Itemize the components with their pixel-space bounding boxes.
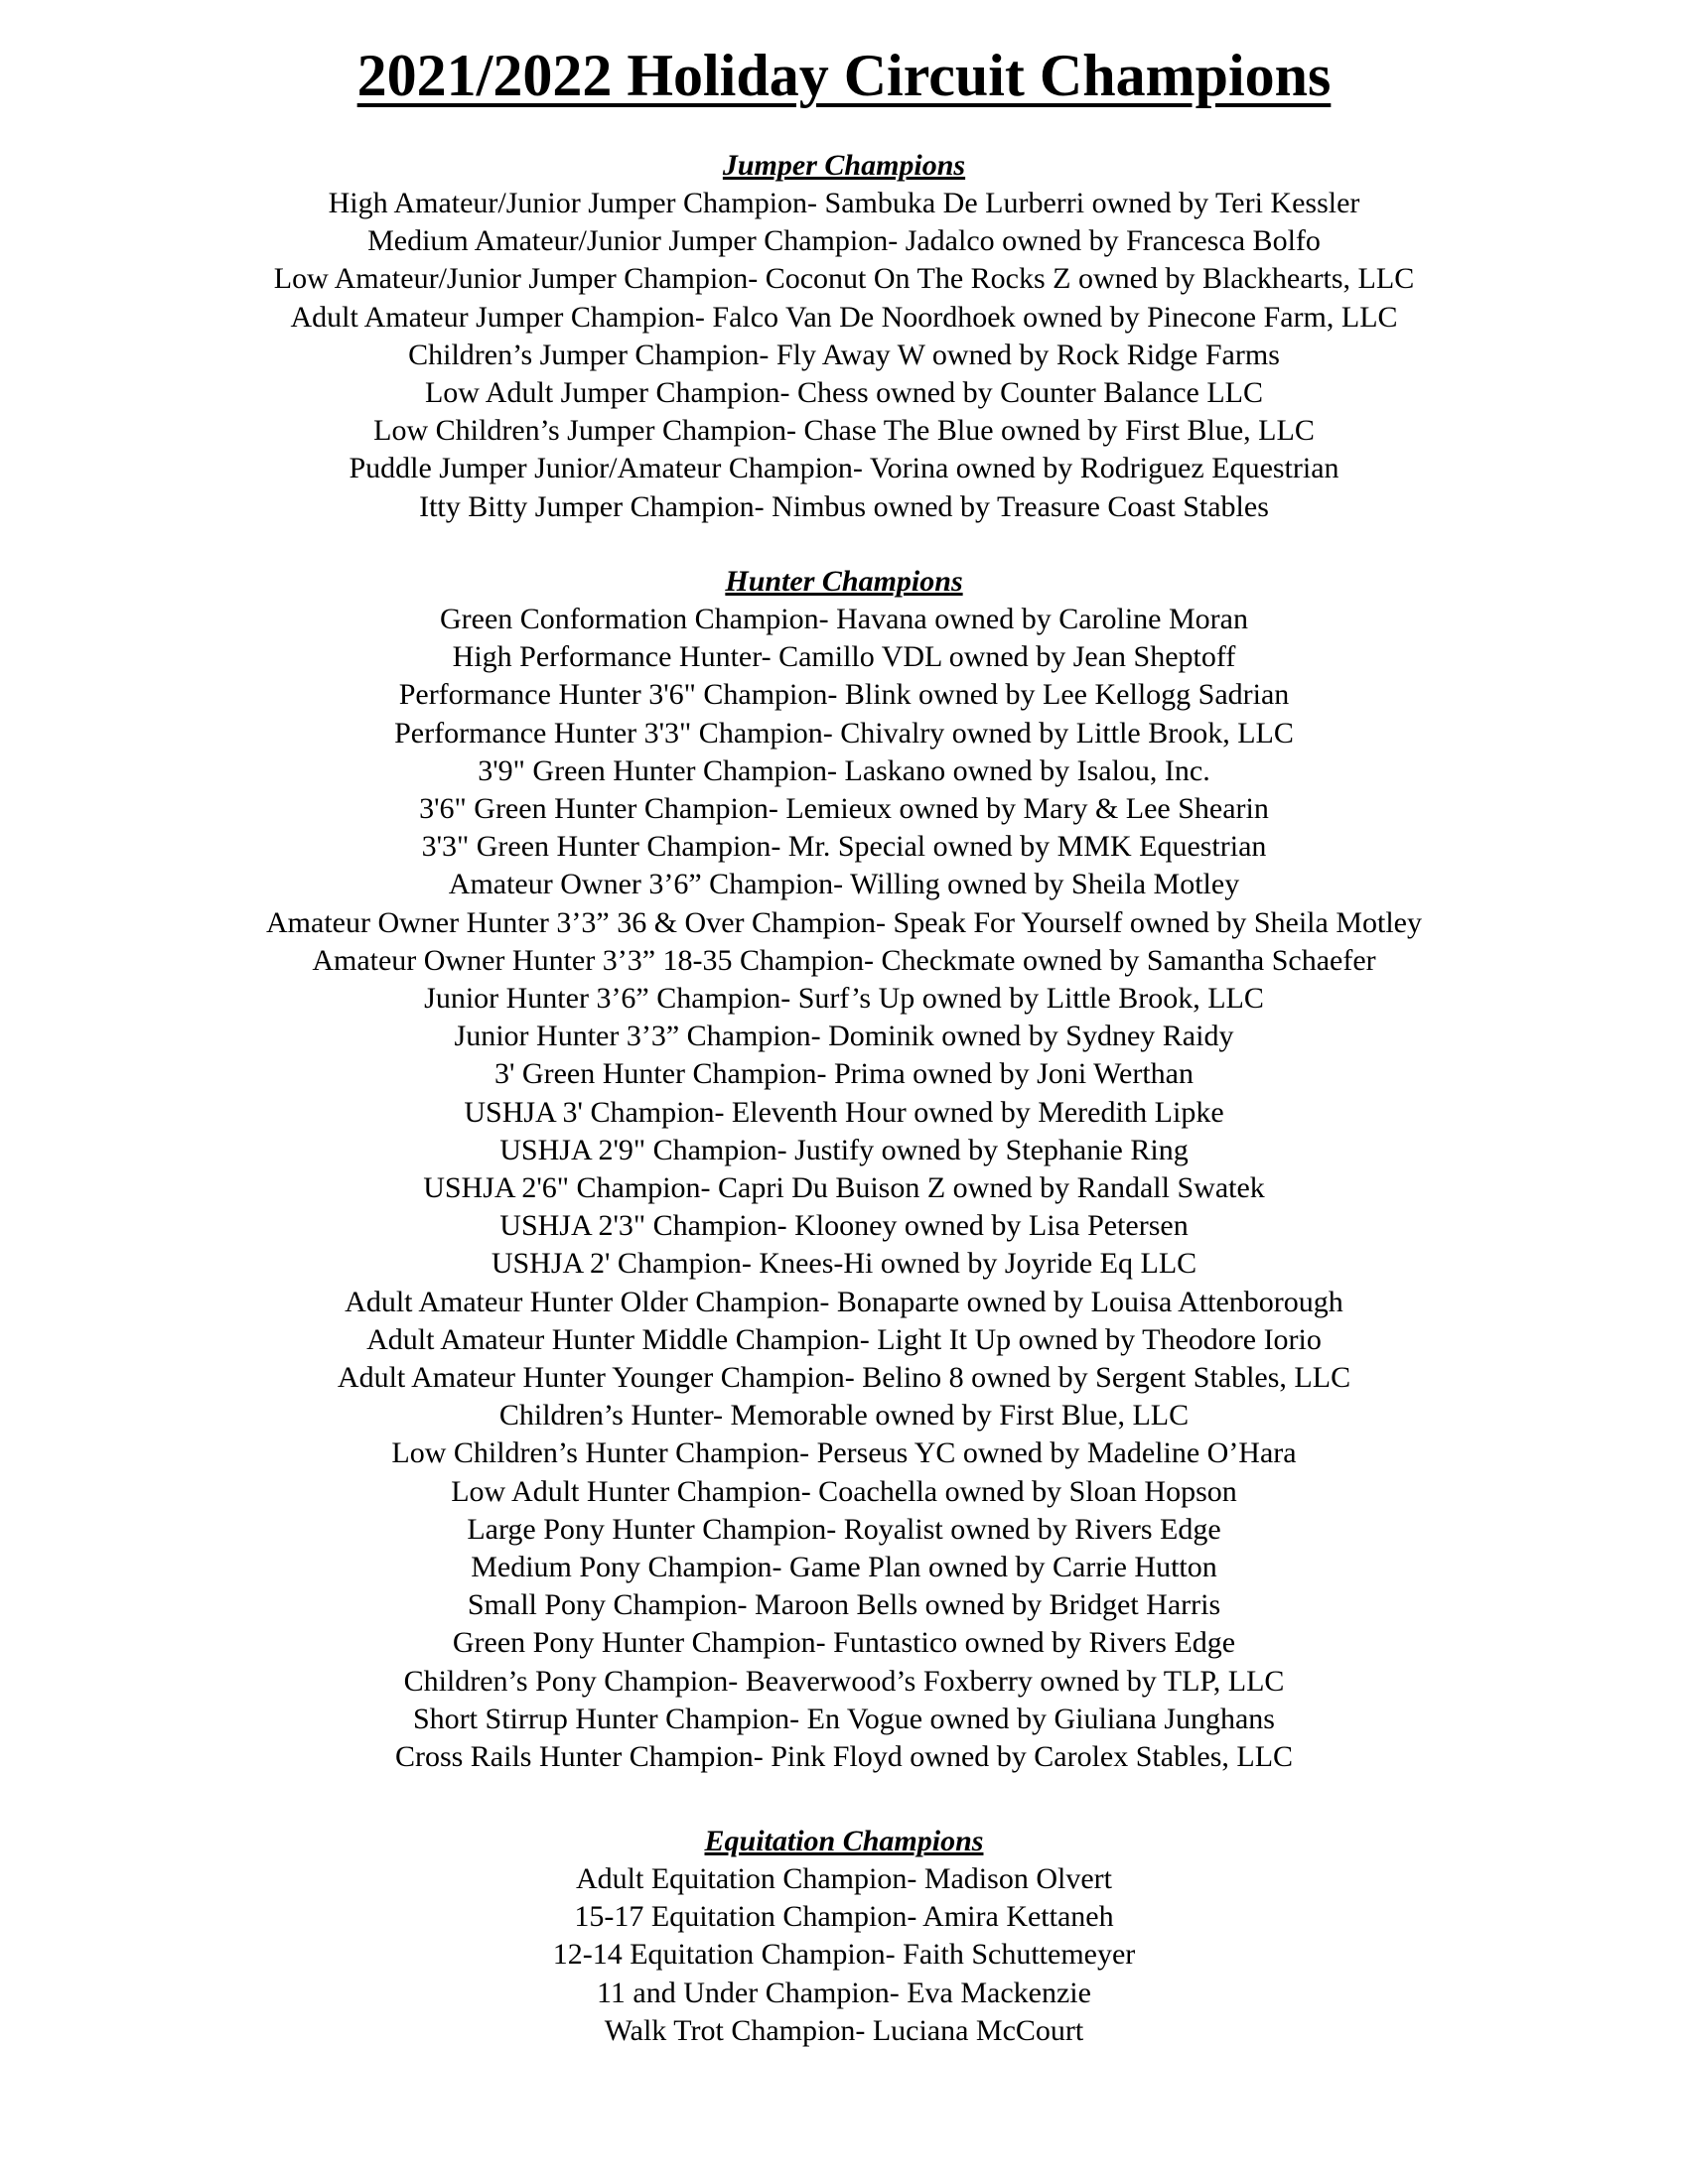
- hunter-champion-entry: Children’s Hunter- Memorable owned by First Blue, LLC: [498, 1399, 1190, 1433]
- hunter-champion-entry: Amateur Owner 3’6” Champion- Willing owned by Sheila Motley: [448, 868, 1240, 901]
- hunter-champion-entry: Children’s Pony Champion- Beaverwood’s Foxberry owned by TLP, LLC: [403, 1664, 1285, 1698]
- equitation-champions-list: [0, 1860, 1688, 2050]
- hunter-champion-entry: USHJA 3' Champion- Eleventh Hour owned by Meredith Lipke: [464, 1095, 1224, 1129]
- jumper-champion-entry: High Amateur/Junior Jumper Champion- Sambuka De Lurberri owned by Teri Kessler: [328, 187, 1360, 219]
- hunter-champion-entry: High Performance Hunter- Camillo VDL owned by Jean Sheptoff: [452, 640, 1236, 674]
- hunter-champion-entry: Large Pony Hunter Champion- Royalist owned by Rivers Edge: [467, 1512, 1221, 1546]
- hunter-champion-entry: USHJA 2'6" Champion- Capri Du Buison Z owned by Randall Swatek: [423, 1171, 1265, 1205]
- jumper-champion-entry: Adult Amateur Jumper Champion- Falco Van De Noordhoek owned by Pinecone Farm, LLC: [290, 300, 1398, 334]
- jumper-champions-section: [0, 147, 1688, 526]
- hunter-champion-entry: Junior Hunter 3’6” Champion- Surf’s Up owned by Little Brook, LLC: [424, 982, 1264, 1016]
- jumper-champion-entry: Children’s Jumper Champion- Fly Away W owned by Rock Ridge Farms: [408, 338, 1280, 371]
- hunter-champion-entry: Adult Amateur Hunter Middle Champion- Light It Up owned by Theodore Iorio: [366, 1322, 1322, 1356]
- hunter-champion-entry: USHJA 2'3" Champion- Klooney owned by Lisa Petersen: [499, 1209, 1189, 1243]
- hunter-champion-entry: USHJA 2'9" Champion- Justify owned by Stephanie Ring: [499, 1133, 1189, 1166]
- hunter-champion-entry: Green Pony Hunter Champion- Funtastico owned by Rivers Edge: [452, 1626, 1236, 1660]
- hunter-champion-entry: 3'6" Green Hunter Champion- Lemieux owned by Mary & Lee Shearin: [419, 792, 1269, 826]
- jumper-champion-entry: Medium Amateur/Junior Jumper Champion- Jadalco owned by Francesca Bolfo: [367, 224, 1321, 258]
- hunter-champions-heading: Hunter Champions: [725, 565, 963, 598]
- equitation-champions-section: [0, 1823, 1688, 2050]
- jumper-champion-entry: Itty Bitty Jumper Champion- Nimbus owned by Treasure Coast Stables: [419, 489, 1269, 523]
- hunter-champion-entry: Amateur Owner Hunter 3’3” 18-35 Champion- Checkmate owned by Samantha Schaefer: [312, 943, 1376, 977]
- jumper-champion-entry: Low Children’s Jumper Champion- Chase The Blue owned by First Blue, LLC: [373, 414, 1315, 448]
- hunter-champion-entry: Small Pony Champion- Maroon Bells owned by Bridget Harris: [467, 1588, 1221, 1622]
- hunter-champion-entry: Low Adult Hunter Champion- Coachella owned by Sloan Hopson: [451, 1474, 1237, 1508]
- hunter-champion-entry: Green Conformation Champion- Havana owned by Caroline Moran: [440, 603, 1248, 635]
- hunter-champion-entry: Cross Rails Hunter Champion- Pink Floyd owned by Carolex Stables, LLC: [394, 1740, 1294, 1774]
- jumper-champion-entry: Puddle Jumper Junior/Amateur Champion- Vorina owned by Rodriguez Equestrian: [349, 452, 1339, 485]
- jumper-champion-entry: Low Adult Jumper Champion- Chess owned by Counter Balance LLC: [424, 376, 1264, 410]
- hunter-champion-entry: Performance Hunter 3'3" Champion- Chivalry owned by Little Brook, LLC: [394, 716, 1294, 750]
- equitation-champion-entry: Walk Trot Champion- Luciana McCourt: [604, 2013, 1084, 2047]
- hunter-champions-list: [0, 601, 1688, 1776]
- page-title: 2021/2022 Holiday Circuit Champions: [356, 43, 1332, 108]
- hunter-champion-entry: Adult Amateur Hunter Older Champion- Bonaparte owned by Louisa Attenborough: [345, 1285, 1343, 1318]
- jumper-champions-heading: Jumper Champions: [722, 149, 966, 182]
- jumper-champion-entry: Low Amateur/Junior Jumper Champion- Coconut On The Rocks Z owned by Blackhearts, LLC: [273, 262, 1415, 296]
- hunter-champion-entry: Medium Pony Champion- Game Plan owned by Carrie Hutton: [471, 1551, 1217, 1584]
- equitation-champions-heading: Equitation Champions: [704, 1825, 984, 1857]
- hunter-champion-entry: Performance Hunter 3'6" Champion- Blink owned by Lee Kellogg Sadrian: [398, 678, 1290, 712]
- hunter-champion-entry: USHJA 2' Champion- Knees-Hi owned by Joyride Eq LLC: [491, 1247, 1197, 1281]
- jumper-champions-list: [0, 185, 1688, 526]
- equitation-champion-entry: Adult Equitation Champion- Madison Olvert: [576, 1862, 1112, 1895]
- hunter-champion-entry: Short Stirrup Hunter Champion- En Vogue owned by Giuliana Junghans: [413, 1702, 1275, 1735]
- hunter-champion-entry: 3'3" Green Hunter Champion- Mr. Special owned by MMK Equestrian: [421, 830, 1267, 864]
- hunter-champion-entry: 3' Green Hunter Champion- Prima owned by Joni Werthan: [494, 1057, 1194, 1091]
- hunter-champion-entry: Adult Amateur Hunter Younger Champion- Belino 8 owned by Sergent Stables, LLC: [337, 1361, 1351, 1395]
- hunter-champions-section: [0, 563, 1688, 1776]
- hunter-champion-entry: Junior Hunter 3’3” Champion- Dominik owned by Sydney Raidy: [454, 1020, 1234, 1053]
- equitation-champion-entry: 12-14 Equitation Champion- Faith Schuttemeyer: [552, 1938, 1136, 1972]
- hunter-champion-entry: 3'9" Green Hunter Champion- Laskano owned by Isalou, Inc.: [478, 753, 1210, 787]
- hunter-champion-entry: Low Children’s Hunter Champion- Perseus YC owned by Madeline O’Hara: [391, 1436, 1297, 1470]
- equitation-champion-entry: 15-17 Equitation Champion- Amira Kettaneh: [574, 1900, 1114, 1934]
- equitation-champion-entry: 11 and Under Champion- Eva Mackenzie: [597, 1976, 1091, 2009]
- hunter-champion-entry: Amateur Owner Hunter 3’3” 36 & Over Champion- Speak For Yourself owned by Sheila Motley: [266, 905, 1422, 939]
